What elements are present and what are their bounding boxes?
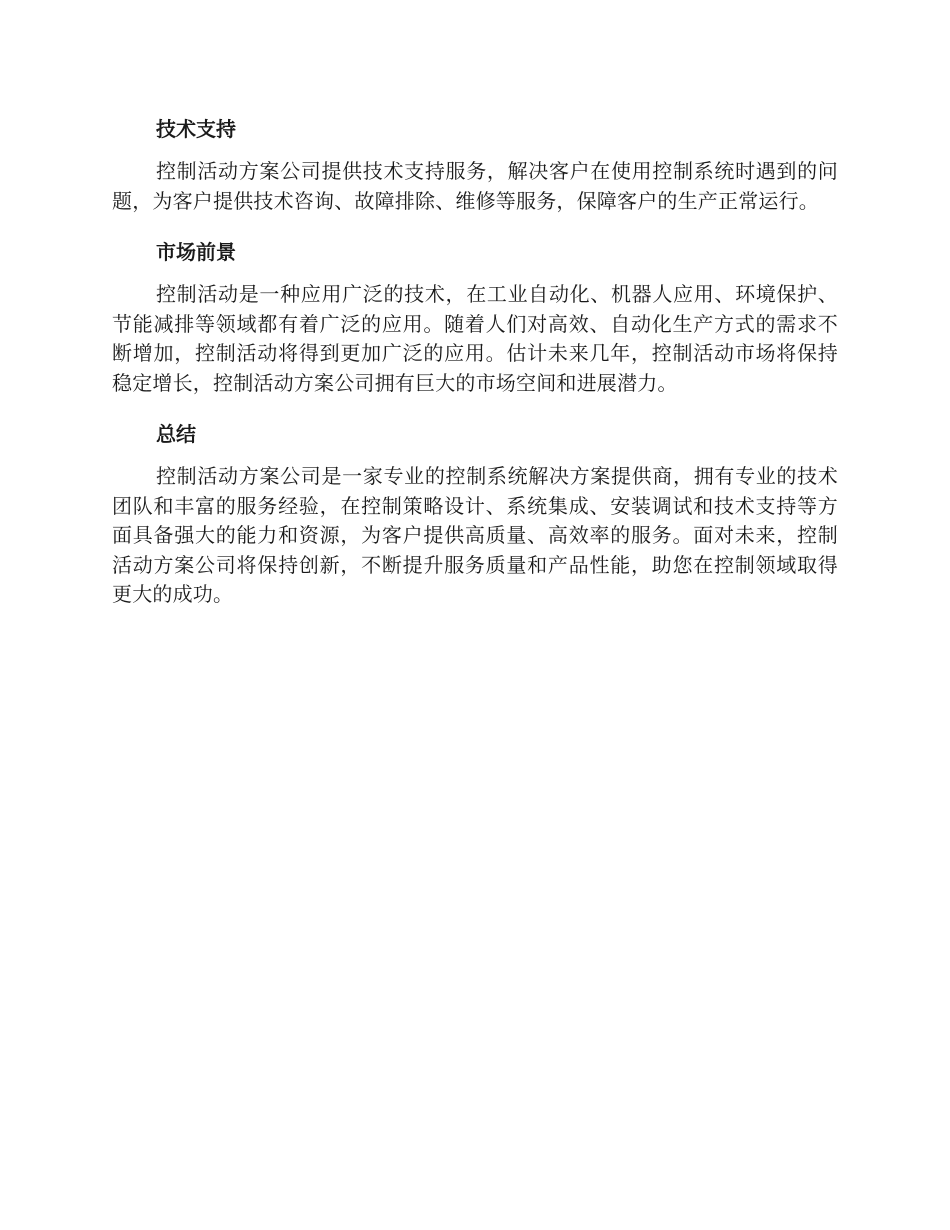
section-heading: 技术支持 bbox=[156, 117, 236, 141]
section-market-outlook bbox=[112, 235, 838, 398]
section-paragraph: 控制活动是一种应用广泛的技术，在工业自动化、机器人应用、环境保护、节能减排等领域都有着广泛的应用。随着人们对高效、自动化生产方式的需求不断增加，控制活动将得到更加广泛的应用。估计未来几年，控制活动市场将保持稳定增长，控制活动方案公司拥有巨大的市场空间和进展潜力。 bbox=[112, 282, 838, 395]
section-paragraph: 控制活动方案公司是一家专业的控制系统解决方案提供商，拥有专业的技术团队和丰富的服务经验，在控制策略设计、系统集成、安装调试和技术支持等方面具备强大的能力和资源，为客户提供高质量、高效率的服务。面对未来，控制活动方案公司将保持创新，不断提升服务质量和产品性能，助您在控制领域取得更大的成功。 bbox=[112, 464, 838, 606]
section-paragraph: 控制活动方案公司提供技术支持服务，解决客户在使用控制系统时遇到的问题，为客户提供技术咨询、故障排除、维修等服务，保障客户的生产正常运行。 bbox=[112, 159, 838, 213]
section-heading: 市场前景 bbox=[156, 240, 236, 264]
section-summary bbox=[112, 417, 838, 610]
document-page bbox=[112, 112, 838, 610]
section-heading: 总结 bbox=[156, 422, 196, 446]
section-technical-support bbox=[112, 112, 838, 216]
